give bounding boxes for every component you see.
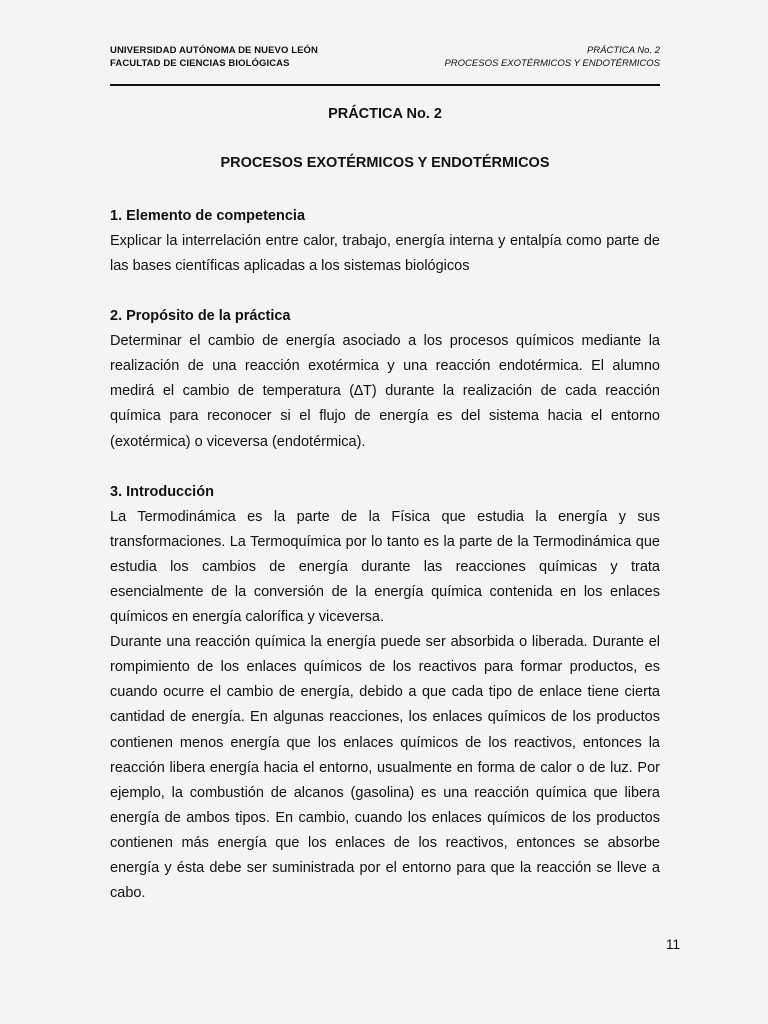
header-rule xyxy=(110,84,660,86)
page-subtitle: PROCESOS EXOTÉRMICOS Y ENDOTÉRMICOS xyxy=(220,155,550,171)
page-content xyxy=(110,106,660,906)
section-introduccion xyxy=(110,480,660,907)
section-heading: 2. Propósito de la práctica xyxy=(110,308,291,325)
section-paragraph: Durante una reacción química la energía puede ser absorbida o liberada. Durante el rompimiento de los enlaces químicos de los reactivos para formar productos, es cuando ocurre el cambio de energía, debido a que cada tipo de enlace tiene cierta cantidad de energía. En algunas reacciones, los enlaces químicos de los productos contienen menos energía que los enlaces químicos de los reactivos, entonces la reacción libera energía hacia el entorno, usualmente en forma de calor o de luz. Por ejemplo, la combustión de alcanos (gasolina) es una reacción química que libera energía de ambos tipos. En cambio, cuando los enlaces químicos de los productos contienen más energía que los enlaces de los reactivos, entonces se absorbe energía y ésta debe ser suministrada por el entorno para que la reacción se lleve a cabo. xyxy=(110,634,660,902)
section-paragraph: Explicar la interrelación entre calor, trabajo, energía interna y entalpía como parte de las bases científicas aplicadas a los sistemas biológicos xyxy=(110,233,660,275)
section-proposito xyxy=(110,304,660,454)
page-header xyxy=(110,44,660,70)
section-heading: 3. Introducción xyxy=(110,483,214,500)
page-number: 11 xyxy=(665,937,680,952)
section-paragraph: Determinar el cambio de energía asociado a los procesos químicos mediante la realización de una reacción exotérmica y una reacción endotérmica. El alumno medirá el cambio de temperatura (∆T) durante la realización de cada reacción química para reconocer si el flujo de energía es del sistema hacia el entorno (exotérmica) o viceversa (endotérmica). xyxy=(110,333,660,450)
header-practice-number: PRÁCTICA No. 2 xyxy=(586,45,660,56)
header-university: UNIVERSIDAD AUTÓNOMA DE NUEVO LEÓN xyxy=(110,45,319,56)
section-competencia xyxy=(110,204,660,279)
section-heading: 1. Elemento de competencia xyxy=(110,208,306,224)
section-paragraph: La Termodinámica es la parte de la Física que estudia la energía y sus transformaciones. La Termoquímica por lo tanto es la parte de la Termodinámica que estudia los cambios de energía durante las reacciones químicas y trata esencialmente de la conversión de la energía química contenida en los enlaces químicos en energía calorífica y viceversa. xyxy=(110,508,660,626)
header-practice-title: PROCESOS EXOTÉRMICOS Y ENDOTÉRMICOS xyxy=(444,58,660,69)
header-faculty: FACULTAD DE CIENCIAS BIOLÓGICAS xyxy=(110,58,290,69)
page-title: PRÁCTICA No. 2 xyxy=(328,106,442,122)
